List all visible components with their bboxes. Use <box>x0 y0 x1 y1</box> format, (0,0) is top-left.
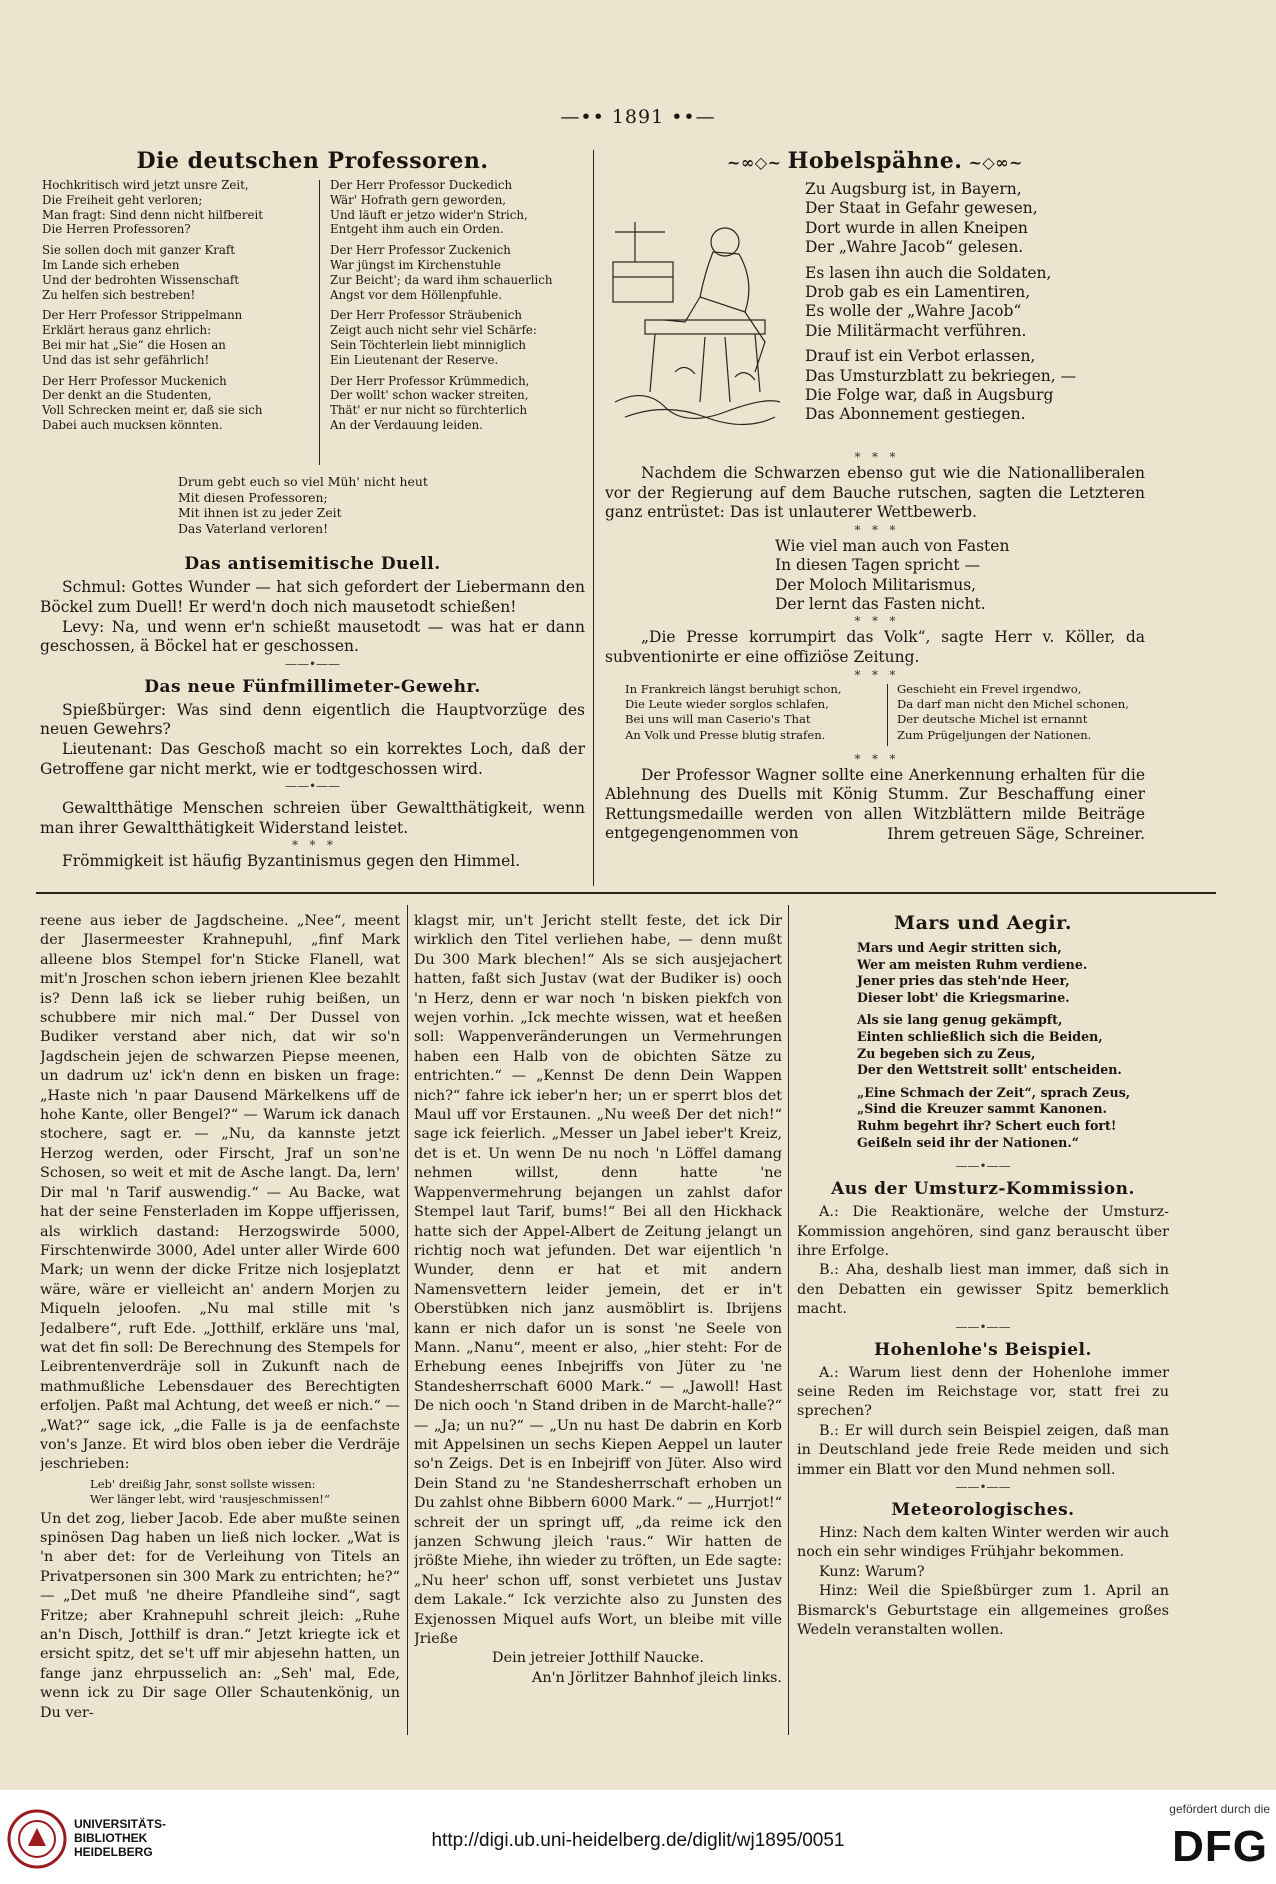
ornament: ——•—— <box>955 1319 1011 1334</box>
meteor-c: Hinz: Weil die Spießbürger zum 1. April an Bismarck's Geburtstage ein allgemeines großes Wedeln veranstalten wollen. <box>797 1583 1169 1639</box>
asterisms: * * * <box>854 614 896 629</box>
umsturz-title: Aus der Umsturz-Kommission. <box>831 1179 1135 1200</box>
logo-line-2: BIBLIOTHEK <box>74 1831 148 1845</box>
verse-line: Bei uns will man Caserio's That <box>625 712 811 727</box>
hobel-p3: Der Professor Wagner sollte eine Anerkennung erhalten für die Ablehnung des Duells mit König Stumm. Zur Beschaffung einer Rettungsmedaille werden von allen Witzblättern milde Beiträge entgegengenommen von <box>605 765 1145 843</box>
verse-line: Dort wurde in allen Kneipen <box>805 218 1028 237</box>
asterisms: * * * <box>854 751 896 766</box>
verse-line: Jener pries das steh'nde Heer, <box>857 973 1070 989</box>
source-url[interactable]: http://digi.ub.uni-heidelberg.de/diglit/wj1895/0051 <box>431 1830 845 1851</box>
gewehr-text-1: Spießbürger: Was sind denn eigentlich die Hauptvorzüge des neuen Gewehrs? <box>40 700 585 739</box>
verse-line: Mars und Aegir stritten sich, <box>857 940 1062 955</box>
hobel-p1: Nachdem die Schwarzen ebenso gut wie die Nationalliberalen vor der Regierung auf dem Bauche rutschen, sagten die Letzteren ganz entrüstet: Das ist unlauterer Wettbewerb. <box>605 464 1145 522</box>
verse-line: Drob gab es ein Lamentiren, <box>805 283 1031 302</box>
verse-line: In Frankreich längst beruhigt schon, <box>625 681 842 696</box>
verse-line: Der deutsche Michel ist ernannt <box>897 712 1088 727</box>
verse-line: „Eine Schmach der Zeit“, sprach Zeus, <box>857 1084 1131 1100</box>
verse-line: Wär' Hofrath gern geworden, <box>330 192 507 207</box>
asterisms: * * * <box>292 838 333 853</box>
verse-line: Geißeln seid ihr der Nationen.“ <box>857 1134 1079 1150</box>
lower-column-1 <box>40 912 400 1742</box>
verse-line: Der Herr Professor Duckedich <box>330 178 513 192</box>
ornament: ——•—— <box>284 656 341 671</box>
logo-line-1: UNIVERSITÄTS- <box>74 1817 167 1831</box>
verse-line: Man fragt: Sind denn nicht hilfbereit <box>42 207 263 222</box>
verse-line: Zum Prügeljungen der Nationen. <box>897 727 1092 742</box>
verse-line: Hochkritisch wird jetzt unsre Zeit, <box>42 178 249 192</box>
verse-line: Das Vaterland verloren! <box>178 520 329 536</box>
verse-line: An Volk und Presse blutig strafen. <box>625 727 826 742</box>
verse-line: Thät' er nur nicht so fürchterlich <box>330 403 528 418</box>
verse-line: Sein Töchterlein liebt minniglich <box>330 337 526 352</box>
hohenlohe-b: B.: Er will durch sein Beispiel zeigen, daß man in Deutschland jede freie Rede meiden und sich immer ein Blatt vor den Mund nehmen soll. <box>797 1422 1169 1478</box>
verse-line: Der lernt das Fasten nicht. <box>775 595 986 613</box>
verse-line: Mit diesen Professoren; <box>178 489 328 505</box>
column-divider-top <box>593 150 594 886</box>
verse-line: Da darf man nicht den Michel schonen, <box>897 697 1129 711</box>
verse-line: Das Umsturzblatt zu bekriegen, — <box>805 366 1077 385</box>
verse-line: Mit ihnen ist zu jeder Zeit <box>178 505 342 521</box>
verse-line: Drauf ist ein Verbot erlassen, <box>805 347 1036 366</box>
verse-line: Erklärt heraus ganz ehrlich: <box>42 323 212 338</box>
umsturz-a: A.: Die Reaktionäre, welche der Umsturz-Kommission angehören, sind ganz berauscht über ihre Erfolge. <box>797 1204 1169 1259</box>
hobel-p2: „Die Presse korrumpirt das Volk“, sagte Herr v. Köller, da subventionirte er eine offiziöse Zeitung. <box>605 628 1145 666</box>
verse-line: Als sie lang genug gekämpft, <box>857 1012 1063 1028</box>
verse-line: Der Herr Professor Strippelmann <box>42 308 243 323</box>
verse-line: Ruhm begehrt ihr? Schert euch fort! <box>857 1117 1117 1133</box>
professoren-title: Die deutschen Professoren. <box>136 148 489 174</box>
left-upper-column <box>40 148 585 888</box>
hobel-poem2 <box>775 537 1145 615</box>
verse-line: Der Herr Professor Krümmedich, <box>330 373 530 388</box>
verse-line: Einten schließlich sich die Beiden, <box>857 1028 1103 1044</box>
verse-line: „Sind die Kreuzer sammt Kanonen. <box>857 1101 1107 1117</box>
duell-title: Das antisemitische Duell. <box>184 554 441 575</box>
gewehr-title: Das neue Fünfmillimeter-Gewehr. <box>144 676 481 697</box>
logo-line-3: HEIDELBERG <box>74 1845 153 1859</box>
verse-line: Der Herr Professor Muckenich <box>42 373 227 388</box>
verse-line: Angst vor dem Höllenpfuhle. <box>330 287 502 302</box>
lower-column-2 <box>414 912 782 1742</box>
verse-line: Der den Wettstreit sollt' entscheiden. <box>857 1062 1122 1078</box>
verse-line: Voll Schrecken meint er, daß sie sich <box>42 403 263 418</box>
carpenter-illustration <box>605 202 790 427</box>
berliner-verse <box>90 1477 400 1508</box>
verse-line: Die Freiheit geht verloren; <box>42 192 203 207</box>
verse-line: Wie viel man auch von Fasten <box>775 536 1010 555</box>
mars-title: Mars und Aegir. <box>894 912 1072 934</box>
verse-line: An der Verdauung leiden. <box>330 417 483 432</box>
verse-line: Leb' dreißig Jahr, sonst sollste wissen: <box>90 1476 316 1491</box>
meteor-title: Meteorologisches. <box>891 1500 1075 1520</box>
hobel-small-verse-b <box>897 682 1145 744</box>
verse-line: Bei mir hat „Sie“ die Hosen an <box>42 337 226 352</box>
verse-line: Sie sollen doch mit ganzer Kraft <box>42 243 236 258</box>
verse-line: Zeigt auch nicht sehr viel Schärfe: <box>330 323 537 338</box>
hobelspaehne-heading: Hobelspähne. <box>787 148 963 174</box>
hobel-poem <box>805 180 1145 425</box>
verse-line: Der Staat in Gefahr gewesen, <box>805 199 1038 218</box>
verse-line: Der denkt an die Studenten, <box>42 388 212 403</box>
ornament: ——•—— <box>955 1480 1011 1494</box>
verse-line: Zu Augsburg ist, in Bayern, <box>805 180 1022 198</box>
verse-line: Dabei auch mucksen könnten. <box>42 417 223 432</box>
verse-line: Die Herren Professoren? <box>42 222 191 237</box>
verse-line: Es wolle der „Wahre Jacob“ <box>805 302 1022 321</box>
column-divider-lower-2 <box>788 905 789 1735</box>
berliner-col2-text: klagst mir, un't Jericht stellt feste, det ick Dir wirklich den Titel verliehen habe, — denn mußt Du 300 Mark blechen!“ Als se sich ausjejachert hatten, faßt sich Justav (wat der Budiker is) ooch 'n Herz, denn er war noch 'n bisken piekfch von wejen vorhin. „Ick mechte wissen, wat et heeßen soll: Wappenveränderungen un Vermehrungen haben een Halb von de obichten Sätze zu entrichten.“ — „Kennst De denn Dein Wappen nich?“ fahre ick ieber'n her; un er sperrt blos det Maul uff vor Erstaunen. „Nu weeß Der det nich!“ sage ick feierlich. „Messer un Jabel ieber't Kreiz, det is et. Un wenn De nu noch 'n Löffel damang nehmen willst, denn hatte 'ne Wappenvermehrung bejangen un zahlst dafor Stempel laut Tarif, bums!“ Bei all den Hickhack hatte sich der Appel-Albert de Zeitung jelangt un richtig noch wat jefunden. Det war eijentlich 'n Wunder, denn er hat et mit andern Namensvettern leider jemein, det er in't Oberstübken nich janz ausmöblirt is. Ibrijens kann er nich dafor un is sonst 'ne Seele von Mann. „Nanu“, meent er also, „hier steht: For de Erhebung eenes Inbejriffs von Jüter zu 'ne Standesherrschaft 6000 Mark.“ — „Jawoll! Hast De nich ooch 'n Stand driben in de Marcht-halle?“ — „Ja; un nu?“ — „Un nu hast De dabrin en Korb mit Appelsinen un sechs Kiepen Aeppel un lauter so'n Zeigs. Det is en Inbejriff von Jüter. Also wird Dein Stand zu 'ne Standesherrschaft erhoben un Du zahlst ohne Bibbern 6000 Mark.“ — „Hurrjot!“ schreit der un springt uff, „da reime ick den janzen Schwung jleich 'raus.“ Wir hatten de jrößte Miehe, ihn wieder zu tröften, un Ede sagte: „Nu heer' schon uff, sonst verbietet uns Justav dem Lakale.“ Ick verzichte also zu Junsten des Exjenossen Miquel aufs Wort, un bleibe mit ville Jrieße <box>414 913 782 1648</box>
dfg-logo: DFG <box>1172 1822 1268 1871</box>
verse-line: Die Militärmacht verführen. <box>805 321 1027 340</box>
verse-line: Der Moloch Militarismus, <box>775 575 977 594</box>
verse-line: Der „Wahre Jacob“ gelesen. <box>805 238 1024 257</box>
verse-line: Ein Lieutenant der Reserve. <box>330 352 499 367</box>
asterisms: * * * <box>854 450 896 464</box>
ornament: ——•—— <box>284 779 341 794</box>
lower-column-3 <box>797 912 1169 1742</box>
hohenlohe-title: Hohenlohe's Beispiel. <box>874 1339 1092 1360</box>
left-misc-1: Gewaltthätige Menschen schreien über Gewaltthätigkeit, wenn man ihrer Gewaltthätigkeit Widerstand leistet. <box>40 799 585 837</box>
verse-line: Die Folge war, daß in Augsburg <box>805 386 1054 405</box>
berliner-signature-1: Dein jetreier Jotthilf Naucke. <box>492 1650 704 1667</box>
verse-line: Und der bedrohten Wissenschaft <box>42 272 240 287</box>
verse-line: Und das ist sehr gefährlich! <box>42 352 210 367</box>
verse-line: Der Herr Professor Sträubenich <box>330 308 522 323</box>
footer-bar <box>0 1790 1276 1884</box>
verse-line: Dieser lobt' die Kriegsmarine. <box>857 989 1070 1005</box>
verse-line: Drum gebt euch so viel Müh' nicht heut <box>178 474 428 489</box>
professoren-column-b <box>330 178 585 433</box>
verse-line: War jüngst im Kirchenstuhle <box>330 257 501 272</box>
verse-line: Wer am meisten Ruhm verdiene. <box>857 956 1088 972</box>
verse-line: Zu begeben sich zu Zeus, <box>857 1045 1036 1061</box>
verse-line: Im Lande sich erheben <box>42 257 180 272</box>
hobel-signature: Ihrem getreuen Säge, Schreiner. <box>887 824 1145 843</box>
verse-line: Der wollt' schon wacker streiten, <box>330 388 529 403</box>
verse-line: Geschieht ein Frevel irgendwo, <box>897 681 1082 696</box>
verse-line: Die Leute wieder sorglos schlafen, <box>625 697 829 711</box>
verse-line: Zur Beicht'; da ward ihm schauerlich <box>330 272 553 287</box>
page-number: —•• 1891 ••— <box>560 106 716 128</box>
berliner-col1-text: reene aus ieber de Jagdscheine. „Nee“, meent der Jlasermeester Krahnepuhl, „finf Mark alleene blos Stempel for'n Sticke Flanell, wat mit'n Jroschen schon iebern jrienen Klee bezahlt is? Denn laß ick se lieber ruhig beißen, un schubbere mir nich mal.“ Der Dussel von Budiker verstand aber nich, dat wir so'n Jagdschein jejen de schwarzen Piepse meenen, un dadrum uz' ick'n denn en bisken un frage: „Haste nich 'n paar Dausend Märkelkens uff de hohe Kante, oller Bengel?“ — Warum ick danach stochere, sagt er. — „Nu, da kannste jetzt Herzog werden, oder Firscht, Jraf un son'ne Schosen, so weit et mit de Asche langt. Da, lern' Dir mal 'n Tarif auswendig.“ — Au Backe, wat hat der seine Fensterladen im Koppe uffjerissen, als wirklich dastand: Herzogswirde 5000, Firschtenwirde 3000, Adel unter aller Wirde 600 Mark; un wenn der dicke Fritze nich losjeplatzt wäre, wäre er vielleicht an' andern Morjen zu Miqueln jeloofen. „Nu mal stille mit 's Jedalbere“, ruft Ede. „Jotthilf, erkläre uns 'mal, wat det fin soll: De Berechnung des Stempels for Leibrentenverdräje soll in Zukunft nach de mathmußliche Lebensdauer des Berechtigten erfoljen. Paßt mal Achtung, det weeß er nich.“ — „Wat?“ sage ick, „die Falle is ja de eenfachste von's Janze. Et wird blos oben ieber die Verdräje jeschrieben: <box>40 913 400 1473</box>
right-upper-column <box>605 148 1145 888</box>
gewehr-text-2: Lieutenant: Das Geschoß macht so ein korrektes Loch, daß der Getroffene gar nicht merkt, wie er todtgeschossen wird. <box>40 739 585 778</box>
berliner-col1-text-b: Un det zog, lieber Jacob. Ede aber mußte seinen spinösen Dag haben un ließ nich locker. „Wat is 'n aber det: for de Verleihung von Titels an Privatpersonen sin 300 Mark zu entrichten; he?“ — „Det muß 'ne dheire Pfandleihe sind“, sagt Fritze; aber Krahnepuhl schreit jleich: „Ruhe an'n Disch, Jotthilf is dran.“ Jetzt kriegte ick et ersicht spitz, det se't uff mir abjesehn hatten, un fange janz ehrpusselich an: „Seh' mal, Ede, wenn ick zu Dir sage Oller Schautenkönig, un Du ver- <box>40 1510 400 1721</box>
hobelspaehne-title <box>605 148 1145 174</box>
duell-text-2: Levy: Na, und wenn er'n schießt mausetodt — was hat er dann geschossen, ä Böckel hat er geschossen. <box>40 617 585 656</box>
hohenlohe-a: A.: Warum liest denn der Hohenlohe immer seine Reden im Reichstage vor, statt frei zu sprechen? <box>797 1364 1169 1420</box>
umsturz-b: B.: Aha, deshalb liest man immer, daß sich in den Debatten ein gewisser Spitz bemerklich macht. <box>797 1262 1169 1318</box>
ornament-right: ~◇∞~ <box>962 153 1023 172</box>
funded-by-text: gefördert durch die <box>1169 1802 1270 1816</box>
verse-line: Entgeht ihm auch ein Orden. <box>330 222 504 237</box>
ornament: ——•—— <box>955 1159 1011 1174</box>
verse-line: Und läuft er jetzo wider'n Strich, <box>330 207 528 222</box>
horizontal-divider <box>36 892 1216 894</box>
meteor-b: Kunz: Warum? <box>819 1563 925 1580</box>
meteor-a: Hinz: Nach dem kalten Winter werden wir auch noch ein sehr windiges Frühjahr bekommen. <box>797 1525 1169 1561</box>
professoren-closing <box>178 474 585 536</box>
verse-line: Das Abonnement gestiegen. <box>805 405 1026 424</box>
hobel-small-verse-a <box>625 682 875 744</box>
verse-line: Wer länger lebt, wird 'rausjeschmissen!“ <box>90 1492 330 1507</box>
verse-line: In diesen Tagen spricht — <box>775 556 981 575</box>
poem-divider <box>319 180 320 465</box>
asterisms: * * * <box>854 667 896 682</box>
verse-line: Der Herr Professor Zuckenich <box>330 243 511 258</box>
ornament-left: ~∞◇~ <box>727 153 788 172</box>
left-misc-2: Frömmigkeit ist häufig Byzantinismus gegen den Himmel. <box>62 852 521 871</box>
professoren-column-a <box>42 178 312 433</box>
column-divider-lower-1 <box>407 905 408 1735</box>
berliner-signature-2: An'n Jörlitzer Bahnhof jleich links. <box>531 1669 782 1686</box>
mars-poem <box>857 940 1169 1151</box>
duell-text-1: Schmul: Gottes Wunder — hat sich gefordert der Liebermann den Böckel zum Duell! Er werd'n doch nich mausetodt schießen! <box>40 578 585 616</box>
verse-divider <box>887 684 888 746</box>
asterisms: * * * <box>854 522 896 537</box>
verse-line: Es lasen ihn auch die Soldaten, <box>805 263 1052 282</box>
verse-line: Zu helfen sich bestreben! <box>42 287 196 302</box>
